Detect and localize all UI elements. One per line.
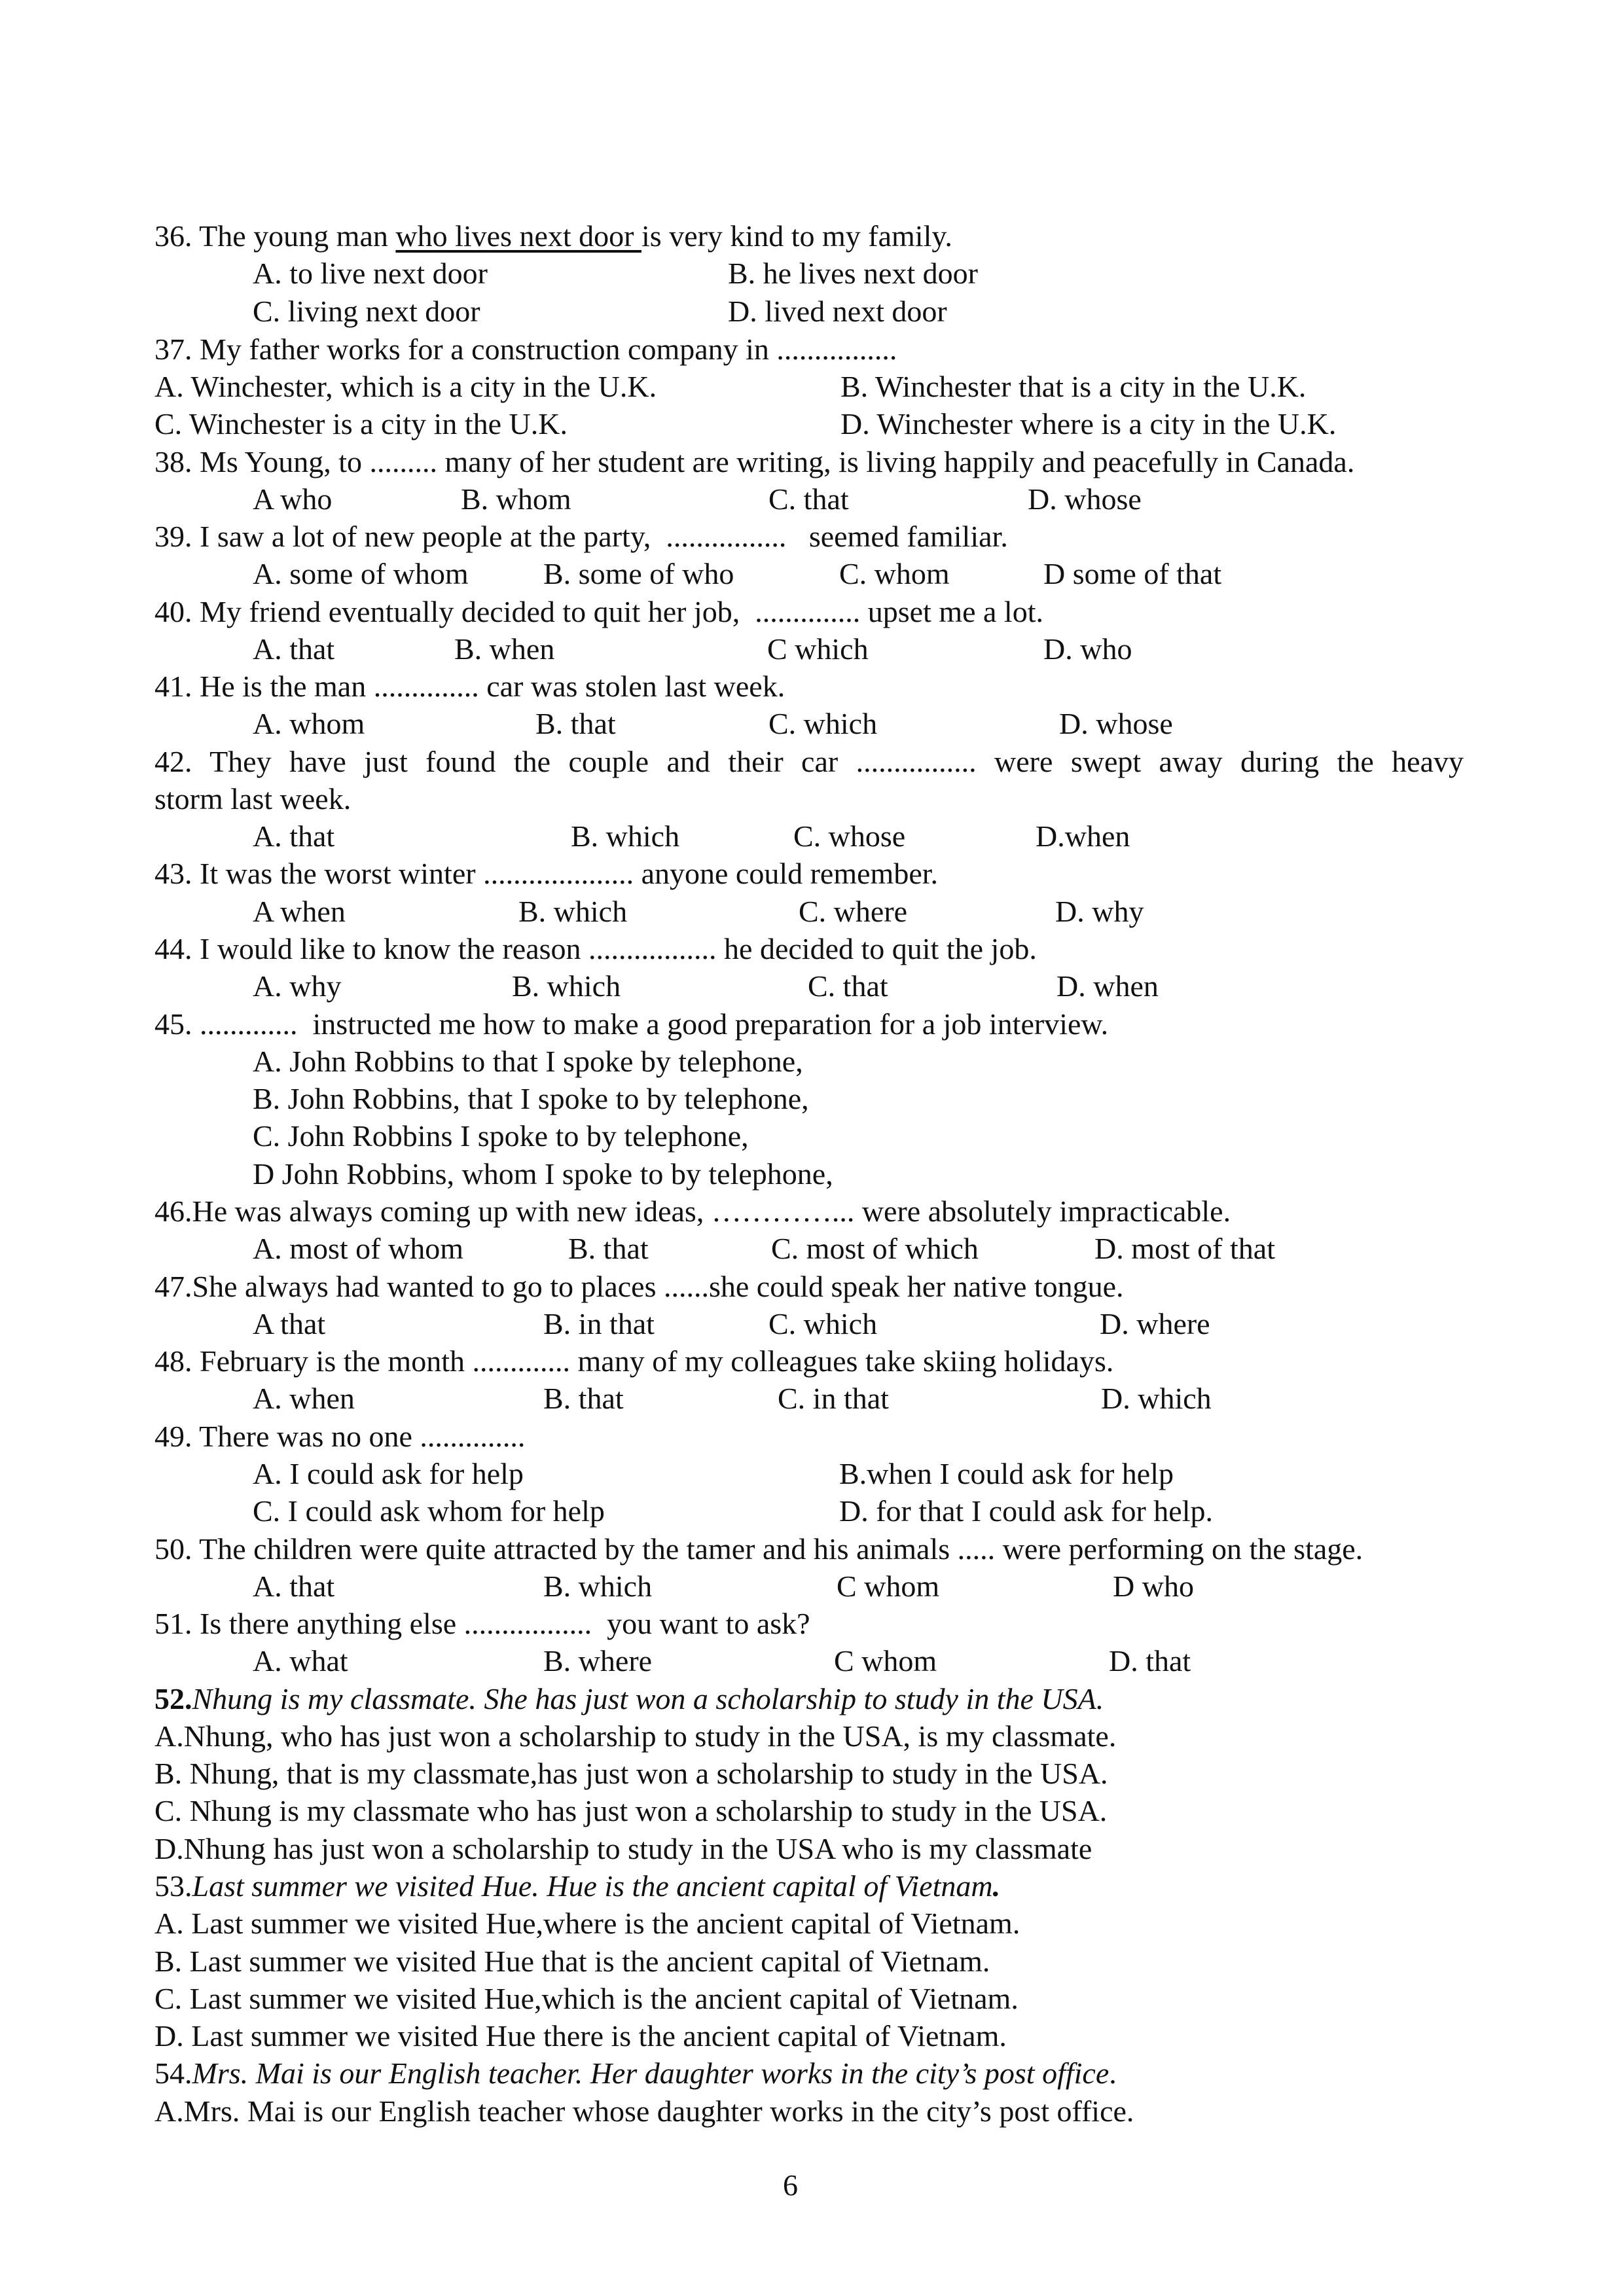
q52-option-c: C. Nhung is my classmate who has just won a scholarship to study in the USA. — [154, 1794, 1108, 1827]
question-36-stem — [154, 217, 952, 255]
question-51-stem: 51. Is there anything else ................. you want to ask? — [154, 1607, 810, 1640]
q50-option-c: C whom — [837, 1570, 940, 1603]
q53-option-a: A. Last summer we visited Hue,where is the ancient capital of Vietnam. — [154, 1907, 1020, 1940]
question-40-stem: 40. My friend eventually decided to quit her job, .............. upset me a lot. — [154, 595, 1043, 628]
q54-option-a: A.Mrs. Mai is our English teacher whose daughter works in the city’s post office. — [154, 2094, 1134, 2128]
q40-option-a: A. that — [253, 632, 335, 666]
q36-underlined-phrase: who lives next door — [395, 219, 642, 253]
q39-option-c: C. whom — [839, 557, 950, 590]
question-43-stem: 43. It was the worst winter .................... anyone could remember. — [154, 857, 939, 890]
question-49-stem: 49. There was no one .............. — [154, 1420, 526, 1453]
q48-option-a: A. when — [253, 1382, 355, 1415]
q53-option-d: D. Last summer we visited Hue there is the ancient capital of Vietnam. — [154, 2019, 1007, 2053]
q48-option-b: B. that — [543, 1382, 624, 1415]
q49-option-c: C. I could ask whom for help — [253, 1494, 605, 1528]
q40-option-b: B. when — [454, 632, 555, 666]
question-54-stem — [154, 2054, 1117, 2092]
q36-stem-pre: 36. The young man — [154, 219, 396, 253]
q51-option-d: D. that — [1109, 1644, 1191, 1677]
q51-option-c: C whom — [834, 1644, 937, 1677]
q44-option-d: D. when — [1056, 969, 1159, 1003]
q54-number: 54. — [154, 2056, 192, 2090]
q53-option-c: C. Last summer we visited Hue,which is the ancient capital of Vietnam. — [154, 1982, 1019, 2015]
q52-option-d: D.Nhung has just won a scholarship to study in the USA who is my classmate — [154, 1832, 1092, 1865]
q54-prompt: Mrs. Mai is our English teacher. Her daughter works in the city’s post office — [192, 2056, 1110, 2090]
question-42-stem-line2: storm last week. — [154, 782, 352, 816]
q42-option-a: A. that — [253, 819, 335, 853]
q47-option-b: B. in that — [543, 1307, 655, 1340]
q50-option-b: B. which — [543, 1570, 653, 1603]
q43-option-c: C. where — [799, 895, 908, 928]
q41-option-d: D. whose — [1059, 707, 1173, 740]
q37-option-c: C. Winchester is a city in the U.K. — [154, 407, 568, 440]
q44-option-b: B. which — [512, 969, 621, 1003]
q50-option-d: D who — [1113, 1570, 1194, 1603]
q41-option-c: C. which — [768, 707, 878, 740]
q49-option-b: B.when I could ask for help — [839, 1457, 1174, 1490]
q51-option-a: A. what — [253, 1644, 348, 1677]
q53-prompt: Last summer we visited Hue. Hue is the ancient capital of Vietnam — [192, 1869, 993, 1903]
q43-option-d: D. why — [1055, 895, 1144, 928]
q47-option-a: A that — [253, 1307, 326, 1340]
q44-option-a: A. why — [253, 969, 342, 1003]
q52-option-b: B. Nhung, that is my classmate,has just won a scholarship to study in the USA. — [154, 1757, 1108, 1790]
q36-option-c: C. living next door — [253, 295, 480, 328]
q52-option-a: A.Nhung, who has just won a scholarship to study in the USA, is my classmate. — [154, 1719, 1117, 1753]
q49-option-a: A. I could ask for help — [253, 1457, 524, 1490]
q44-option-c: C. that — [808, 969, 888, 1003]
q38-option-d: D. whose — [1028, 482, 1142, 516]
q45-option-c: C. John Robbins I spoke to by telephone, — [253, 1119, 749, 1153]
q39-option-a: A. some of whom — [253, 557, 469, 590]
q48-option-d: D. which — [1101, 1382, 1212, 1415]
q36-stem-post: is very kind to my family. — [641, 219, 952, 253]
q52-prompt: Nhung is my classmate. She has just won a scholarship to study in the USA. — [192, 1682, 1104, 1715]
q42-option-b: B. which — [571, 819, 680, 853]
question-52-stem — [154, 1680, 1104, 1718]
question-45-stem: 45. ............. instructed me how to make a good preparation for a job interview. — [154, 1007, 1109, 1041]
q42-option-c: C. whose — [793, 819, 906, 853]
q36-option-d: D. lived next door — [728, 295, 947, 328]
q38-option-b: B. whom — [461, 482, 571, 516]
q53-option-b: B. Last summer we visited Hue that is the ancient capital of Vietnam. — [154, 1945, 990, 1978]
q37-option-d: D. Winchester where is a city in the U.K. — [840, 407, 1337, 440]
q39-option-d: D some of that — [1043, 557, 1222, 590]
question-42-stem-line1: 42. They have just found the couple and their car ................ were swept away during the heavy — [154, 745, 1464, 778]
q50-option-a: A. that — [253, 1570, 335, 1603]
q53-prompt-end: . — [992, 1869, 1001, 1903]
q39-option-b: B. some of who — [543, 557, 734, 590]
q36-option-b: B. he lives next door — [728, 257, 978, 290]
q38-option-c: C. that — [768, 482, 849, 516]
question-44-stem: 44. I would like to know the reason ................. he decided to quit the job. — [154, 932, 1037, 965]
question-53-stem — [154, 1867, 1000, 1905]
q49-option-d: D. for that I could ask for help. — [839, 1494, 1214, 1528]
q43-option-b: B. which — [518, 895, 628, 928]
q47-option-c: C. which — [768, 1307, 878, 1340]
q53-number: 53. — [154, 1869, 192, 1903]
q36-option-a: A. to live next door — [253, 257, 488, 290]
q45-option-d: D John Robbins, whom I spoke to by telephone, — [253, 1157, 833, 1191]
q43-option-a: A when — [253, 895, 346, 928]
q46-option-a: A. most of whom — [253, 1232, 463, 1265]
question-46-stem: 46.He was always coming up with new ideas, …………... were absolutely impracticable. — [154, 1194, 1231, 1228]
q40-option-d: D. who — [1043, 632, 1132, 666]
q51-option-b: B. where — [543, 1644, 653, 1677]
q38-option-a: A who — [253, 482, 333, 516]
question-41-stem: 41. He is the man .............. car was stolen last week. — [154, 670, 785, 703]
q48-option-c: C. in that — [778, 1382, 889, 1415]
q54-prompt-end: . — [1109, 2056, 1117, 2090]
question-48-stem: 48. February is the month ............. many of my colleagues take skiing holidays. — [154, 1344, 1114, 1378]
q46-option-d: D. most of that — [1094, 1232, 1275, 1265]
question-47-stem: 47.She always had wanted to go to places ......she could speak her native tongue. — [154, 1270, 1124, 1303]
q52-number: 52. — [154, 1682, 192, 1715]
q46-option-b: B. that — [568, 1232, 649, 1265]
question-50-stem: 50. The children were quite attracted by the tamer and his animals ..... were performing on the stage. — [154, 1532, 1363, 1566]
q37-option-a: A. Winchester, which is a city in the U.K. — [154, 370, 657, 403]
q42-option-d: D.when — [1036, 819, 1130, 853]
q47-option-d: D. where — [1100, 1307, 1210, 1340]
q41-option-a: A. whom — [253, 707, 365, 740]
question-38-stem: 38. Ms Young, to ......... many of her student are writing, is living happily and peacefully in Canada. — [154, 445, 1355, 478]
q40-option-c: C which — [767, 632, 869, 666]
page-number: 6 — [783, 2168, 798, 2202]
q41-option-b: B. that — [535, 707, 616, 740]
q45-option-b: B. John Robbins, that I spoke to by telephone, — [253, 1082, 809, 1115]
q46-option-c: C. most of which — [771, 1232, 979, 1265]
question-37-stem: 37. My father works for a construction company in ................ — [154, 332, 897, 366]
q45-option-a: A. John Robbins to that I spoke by telephone, — [253, 1045, 803, 1078]
question-39-stem: 39. I saw a lot of new people at the party, ................ seemed familiar. — [154, 520, 1008, 553]
q37-option-b: B. Winchester that is a city in the U.K. — [840, 370, 1307, 403]
